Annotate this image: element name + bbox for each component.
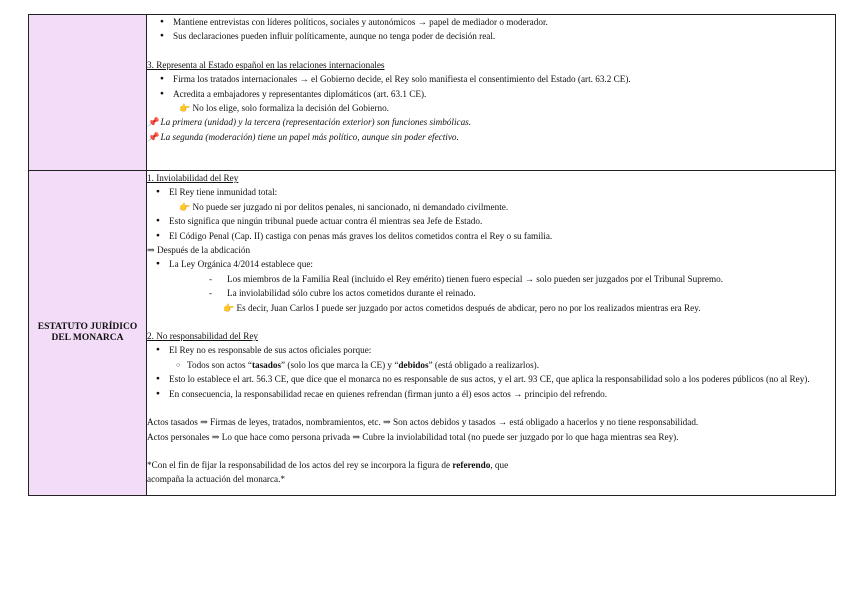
note-text: No puede ser juzgado ni por delitos penales, ni sancionado, ni demandado civilmente.: [192, 201, 509, 212]
paragraph: acompaña la actuación del monarca.*: [147, 474, 285, 485]
pin-note: [147, 115, 835, 129]
note-text: Es decir, Juan Carlos I puede ser juzgado por actos cometidos después de abdicar, pero no por los realizados mientras era Rey.: [236, 302, 701, 313]
pin-note: [147, 130, 835, 144]
text-part: ” (solo los que marca la CE) y “: [281, 359, 399, 370]
pointing-hand-icon: 👉: [223, 302, 235, 313]
list-item: ● La Ley Orgánica 4/2014 establece que:: [169, 257, 835, 271]
list-item: ● Esto significa que ningún tribunal puede actuar contra él mientras sea Jefe de Estado.: [169, 214, 835, 228]
list-item: [187, 358, 835, 372]
list-item: - Los miembros de la Familia Real (incluido el Rey emérito) tienen fuero especial → solo pueden ser juzgados por el Tribunal Supremo.: [227, 272, 835, 286]
row-content-cell: [147, 15, 836, 171]
list-item: ● Esto lo establece el art. 56.3 CE, que dice que el monarca no es responsable de sus actos, y el art. 93 CE, que aplica la responsabilidad solo a los poderes públicos (no al Rey).: [169, 372, 835, 386]
note-line: [147, 200, 835, 214]
bullet-list: [147, 72, 835, 101]
bullet-list: [147, 15, 835, 44]
list-item: ● Sus declaraciones pueden influir políticamente, aunque no tenga poder de decisión real.: [173, 29, 835, 43]
section-heading: 2. No responsabilidad del Rey: [147, 331, 258, 342]
text-part: , que: [490, 459, 509, 470]
text-part: *Con el fin de fijar la responsabilidad de los actos del rey se incorpora la figura de: [147, 459, 453, 470]
list-item: ● El Rey tiene inmunidad total:: [169, 185, 835, 199]
bullet-list: [147, 343, 835, 357]
bold-term: referendo: [452, 459, 491, 470]
list-item: ● En consecuencia, la responsabilidad recae en quienes refrendan (firman junto a él) esos actos → principio del refrendo.: [169, 387, 835, 401]
bullet-list: [147, 257, 835, 271]
list-item: ● Mantiene entrevistas con líderes políticos, sociales y autonómicos → papel de mediador o moderador.: [173, 15, 835, 29]
bold-term: tasados: [251, 359, 282, 370]
paragraph: Actos personales ⇒ Lo que hace como persona privada ⇒ Cubre la inviolabilidad total (no puede ser juzgado por lo que haga mientras sea Rey).: [147, 431, 679, 442]
pointing-hand-icon: 👉: [179, 103, 191, 114]
row-label: ESTATUTO JURÍDICO DEL MONARCA: [37, 321, 138, 343]
pointing-hand-icon: 👉: [179, 201, 191, 212]
row-label-cell: [29, 171, 147, 496]
bold-term: debidos: [398, 359, 429, 370]
pushpin-icon: 📌: [147, 131, 159, 142]
section-heading: 1. Inviolabilidad del Rey: [147, 173, 239, 183]
dash-list: [147, 272, 835, 301]
sub-bullet-list: [147, 358, 835, 372]
content-table: [28, 14, 836, 496]
list-item: ● El Rey no es responsable de sus actos oficiales porque:: [169, 343, 835, 357]
note-line: [147, 301, 835, 315]
list-item: ● Firma los tratados internacionales → el Gobierno decide, el Rey solo manifiesta el consentimiento del Estado (art. 63.2 CE).: [173, 72, 835, 86]
paragraph: Actos tasados ⇒ Firmas de leyes, tratados, nombramientos, etc. ⇒ Son actos debidos y tasados → está obligado a hacerlos y no tiene responsabilidad.: [147, 417, 699, 428]
pushpin-icon: 📌: [147, 117, 159, 128]
table-row: [29, 15, 836, 171]
table-row: [29, 171, 836, 496]
section-heading: 3. Representa al Estado español en las relaciones internacionales: [147, 59, 385, 70]
subheading: ⇒ Después de la abdicación: [147, 245, 251, 256]
paragraph: [147, 458, 835, 472]
list-item: ● Acredita a embajadores y representantes diplomáticos (art. 63.1 CE).: [173, 87, 835, 101]
list-item: ● El Código Penal (Cap. II) castiga con penas más graves los delitos cometidos contra el Rey o su familia.: [169, 229, 835, 243]
note-text: No los elige, solo formaliza la decisión del Gobierno.: [192, 103, 389, 114]
bullet-list: [147, 185, 835, 199]
row-label-cell-empty: [29, 15, 147, 171]
note-line: [147, 101, 835, 115]
row-content-cell: [147, 171, 836, 496]
text-part: ” (está obligado a realizarlos).: [428, 359, 539, 370]
bullet-list: [147, 372, 835, 401]
pin-note-text: La primera (unidad) y la tercera (representación exterior) son funciones simbólicas.: [160, 117, 472, 128]
bullet-list: [147, 214, 835, 243]
list-item: - La inviolabilidad sólo cubre los actos cometidos durante el reinado.: [227, 286, 835, 300]
text-part: Todos son actos “: [187, 359, 252, 370]
pin-note-text: La segunda (moderación) tiene un papel más político, aunque sin poder efectivo.: [160, 131, 459, 142]
